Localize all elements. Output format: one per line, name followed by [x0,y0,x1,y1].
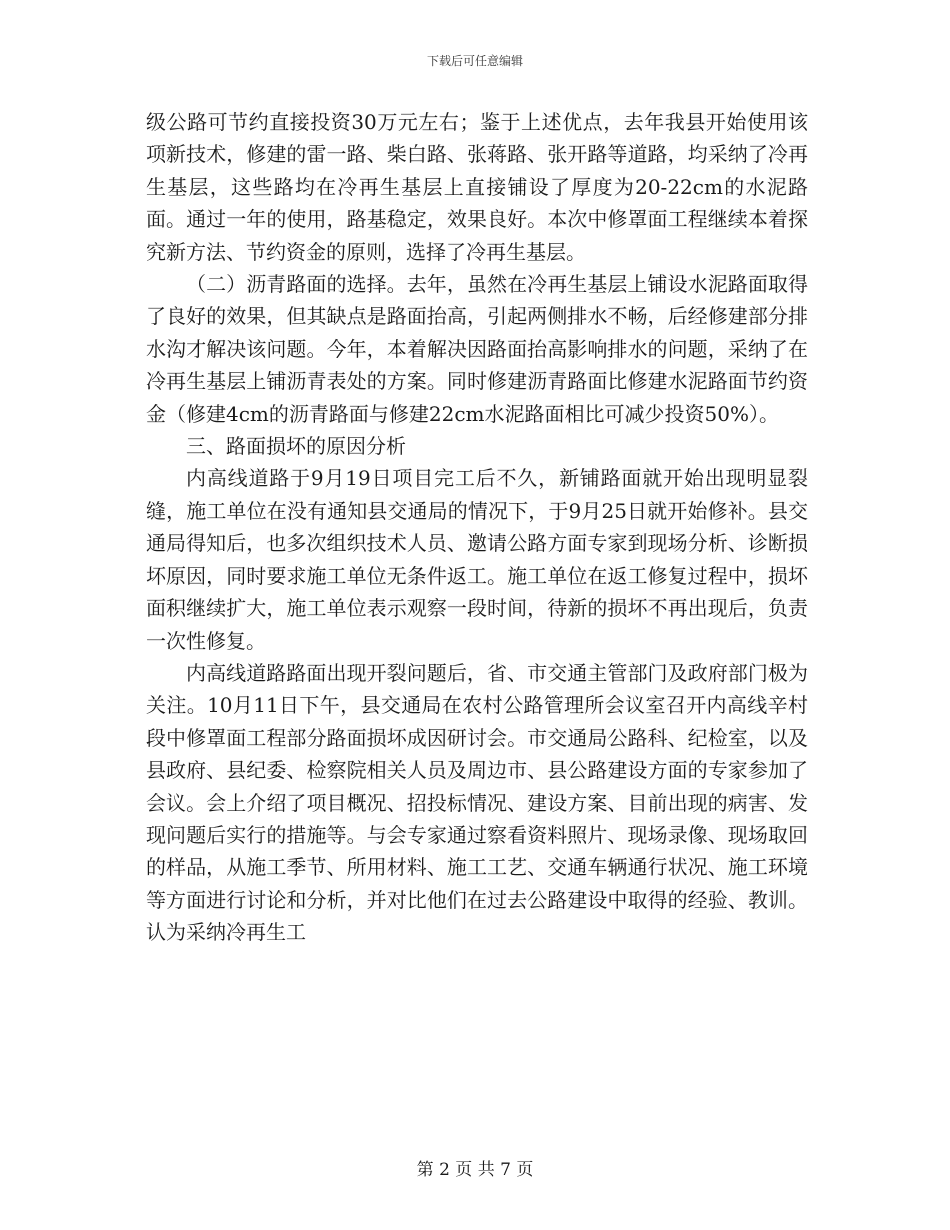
paragraph-continuation: 级公路可节约直接投资30万元左右；鉴于上述优点，去年我县开始使用该项新技术，修建的雷一路、柴白路、张蒋路、张开路等道路，均采纳了冷再生基层，这些路均在冷再生基层上直接铺设了厚度为20-22cm的水泥路面。通过一年的使用，路基稳定，效果良好。本次中修罩面工程继续本着探究新方法、节约资金的原则，选择了冷再生基层。 [146,110,808,264]
paragraph-cracks: 内高线道路于9月19日项目完工后不久，新铺路面就开始出现明显裂缝，施工单位在没有通知县交通局的情况下，于9月25日就开始修补。县交通局得知后，也多次组织技术人员、邀请公路方面专家到现场分析、诊断损坏原因，同时要求施工单位无条件返工。施工单位在返工修复过程中，损坏面积继续扩大，施工单位表示观察一段时间，待新的损坏不再出现后，负责一次性修复。 [146,466,808,653]
paragraph-asphalt-choice: （二）沥青路面的选择。去年，虽然在冷再生基层上铺设水泥路面取得了良好的效果，但其缺点是路面抬高，引起两侧排水不畅，后经修建部分排水沟才解决该问题。今年，本着解决因路面抬高影响排水的问题，采纳了在冷再生基层上铺沥青表处的方案。同时修建沥青路面比修建水泥路面节约资金（修建4cm的沥青路面与修建22cm水泥路面相比可减少投资50%）。 [146,272,808,426]
paragraph-seminar: 内高线道路路面出现开裂问题后，省、市交通主管部门及政府部门极为关注。10月11日下午，县交通局在农村公路管理所会议室召开内高线辛村段中修罩面工程部分路面损坏成因研讨会。市交通局公路科、纪检室，以及县政府、县纪委、检察院相关人员及周边市、县公路建设方面的专家参加了会议。会上介绍了项目概况、招投标情况、建设方案、目前出现的病害、发现问题后实行的措施等。与会专家通过察看资料照片、现场录像、现场取回的样品，从施工季节、所用材料、施工工艺、交通车辆通行状况、施工环境等方面进行讨论和分析，并对比他们在过去公路建设中取得的经验、教训。认为采纳冷再生工 [146,660,808,945]
section-heading-damage-analysis: 三、路面损坏的原因分析 [186,434,406,459]
page-header: 下载后可任意编辑 [426,54,523,68]
page-number-footer: 第 2 页 共 7 页 [416,1160,534,1180]
document-body [146,106,808,949]
